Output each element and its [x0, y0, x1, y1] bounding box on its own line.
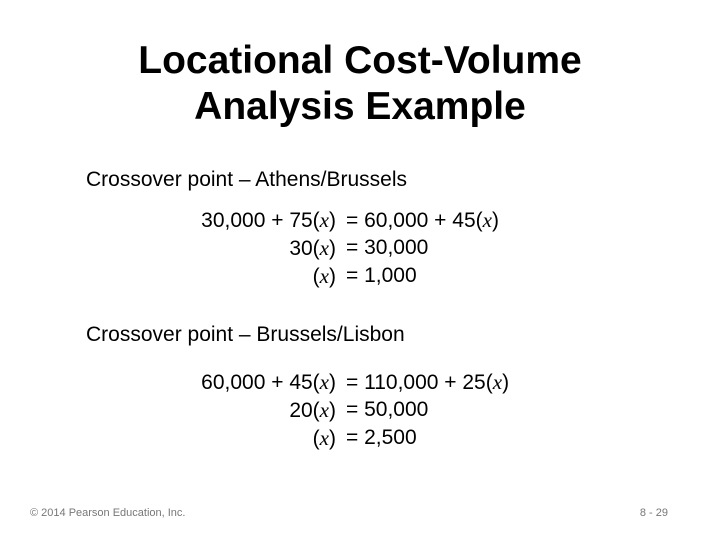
variable-x: x	[319, 426, 329, 450]
variable-x: x	[492, 370, 503, 394]
equation-rhs: = 110,000 + 25(x)	[346, 370, 510, 394]
equation-row	[0, 398, 720, 426]
title-line-1: Locational Cost-Volume	[138, 39, 582, 82]
slide-title	[0, 38, 720, 130]
title-line-2: Analysis Example	[194, 85, 526, 128]
equation-lhs: (x)	[312, 426, 336, 450]
equation-rhs: = 30,000	[346, 236, 429, 259]
section-heading-brussels-lisbon: Crossover point – Brussels/Lisbon	[86, 323, 405, 346]
variable-x: x	[319, 370, 329, 394]
equation-rhs: = 1,000	[346, 264, 417, 287]
copyright-notice: © 2014 Pearson Education, Inc.	[30, 507, 186, 519]
page-number: 8 - 29	[639, 507, 668, 519]
equation-block-brussels-lisbon	[0, 370, 720, 454]
equation-lhs: 60,000 + 45(x)	[201, 370, 336, 394]
equation-block-athens-brussels	[0, 208, 720, 292]
equation-row	[0, 426, 720, 454]
variable-x: x	[319, 208, 329, 232]
equation-lhs: (x)	[312, 264, 336, 288]
equation-row	[0, 264, 720, 292]
equation-rhs: = 60,000 + 45(x)	[346, 208, 499, 232]
equation-rhs: = 2,500	[346, 426, 417, 449]
variable-x: x	[482, 208, 492, 232]
section-heading-athens-brussels: Crossover point – Athens/Brussels	[86, 168, 407, 191]
equation-row	[0, 370, 720, 398]
equation-lhs: 20(x)	[289, 398, 336, 422]
equation-row	[0, 208, 720, 236]
equation-lhs: 30,000 + 75(x)	[201, 208, 336, 232]
equation-rhs: = 50,000	[346, 398, 429, 421]
equation-row	[0, 236, 720, 264]
variable-x: x	[319, 398, 329, 422]
equation-lhs: 30(x)	[289, 236, 336, 260]
variable-x: x	[319, 236, 329, 260]
variable-x: x	[319, 264, 329, 288]
